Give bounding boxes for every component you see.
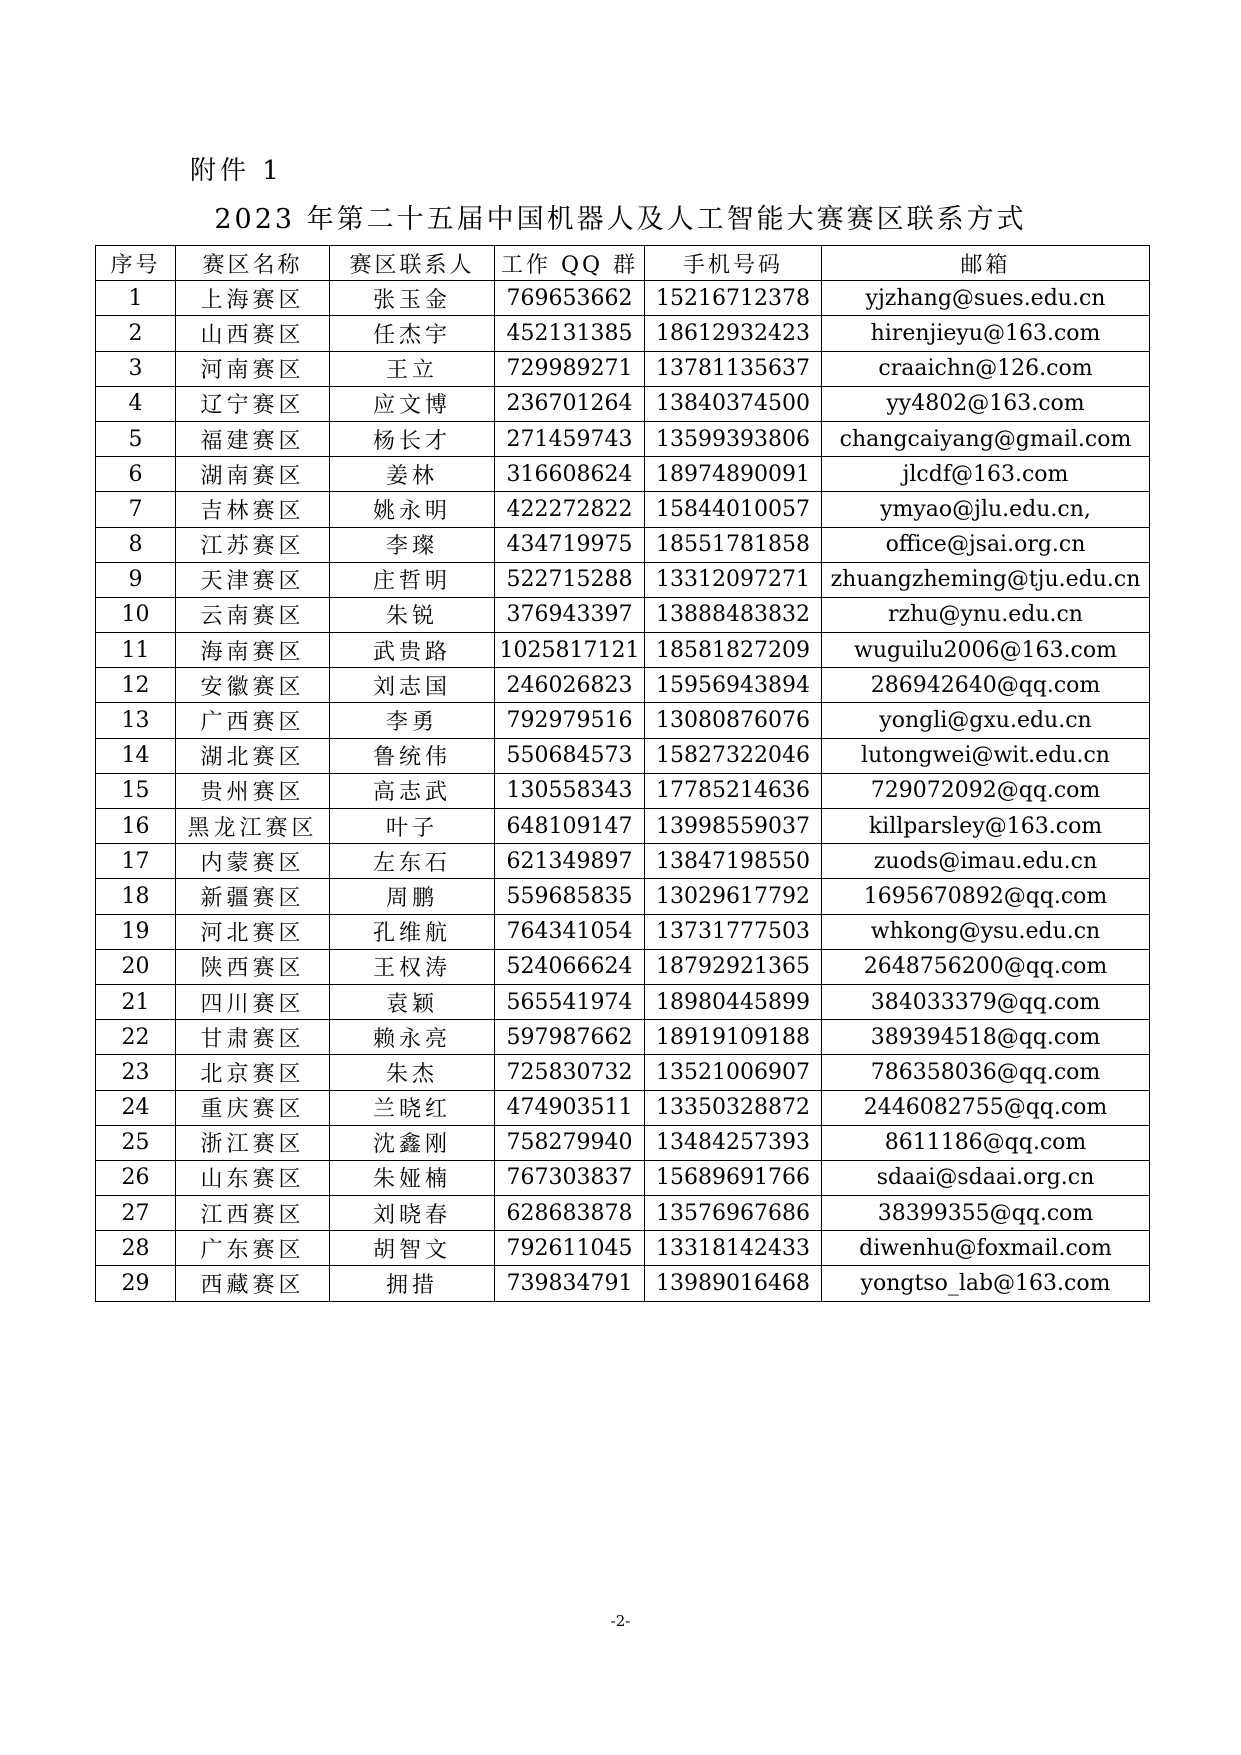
- table-row: [96, 316, 1150, 351]
- table-row: [96, 773, 1150, 808]
- index-cell: 22: [96, 1020, 176, 1055]
- index-cell: 24: [96, 1090, 176, 1125]
- index-cell: 11: [96, 633, 176, 668]
- table-row: [96, 1055, 1150, 1090]
- qq-group-cell: 376943397: [495, 597, 645, 632]
- phone-cell: 13318142433: [645, 1231, 822, 1266]
- qq-group-cell: 559685835: [495, 879, 645, 914]
- table-row: [96, 527, 1150, 562]
- contact-person-cell: 姜林: [330, 457, 495, 492]
- region-name-cell: 吉林赛区: [176, 492, 330, 527]
- qq-group-cell: 792979516: [495, 703, 645, 738]
- index-cell: 19: [96, 914, 176, 949]
- region-name-cell: 安徽赛区: [176, 668, 330, 703]
- contact-person-cell: 兰晓红: [330, 1090, 495, 1125]
- index-cell: 2: [96, 316, 176, 351]
- phone-cell: 13599393806: [645, 421, 822, 456]
- table-row: [96, 421, 1150, 456]
- phone-cell: 13989016468: [645, 1266, 822, 1301]
- index-cell: 28: [96, 1231, 176, 1266]
- contact-person-cell: 王立: [330, 351, 495, 386]
- document-title: 2023 年第二十五届中国机器人及人工智能大赛赛区联系方式: [214, 204, 1027, 235]
- index-cell: 4: [96, 386, 176, 421]
- header-row: [96, 246, 1150, 281]
- phone-cell: 15844010057: [645, 492, 822, 527]
- email-cell: 389394518@qq.com: [822, 1020, 1150, 1055]
- table-row: [96, 1160, 1150, 1195]
- qq-group-cell: 130558343: [495, 773, 645, 808]
- region-name-cell: 浙江赛区: [176, 1125, 330, 1160]
- email-cell: zuods@imau.edu.cn: [822, 844, 1150, 879]
- qq-group-cell: 550684573: [495, 738, 645, 773]
- region-name-cell: 江苏赛区: [176, 527, 330, 562]
- contact-person-cell: 袁颖: [330, 984, 495, 1019]
- region-name-cell: 西藏赛区: [176, 1266, 330, 1301]
- phone-cell: 18919109188: [645, 1020, 822, 1055]
- region-name-cell: 广东赛区: [176, 1231, 330, 1266]
- table-row: [96, 949, 1150, 984]
- qq-group-cell: 597987662: [495, 1020, 645, 1055]
- qq-group-cell: 522715288: [495, 562, 645, 597]
- contact-person-cell: 赖永亮: [330, 1020, 495, 1055]
- region-name-cell: 上海赛区: [176, 281, 330, 316]
- phone-cell: 13847198550: [645, 844, 822, 879]
- index-cell: 7: [96, 492, 176, 527]
- region-name-cell: 黑龙江赛区: [176, 809, 330, 844]
- phone-cell: 13840374500: [645, 386, 822, 421]
- region-name-cell: 四川赛区: [176, 984, 330, 1019]
- qq-group-cell: 1025817121: [495, 633, 645, 668]
- index-cell: 16: [96, 809, 176, 844]
- phone-cell: 13781135637: [645, 351, 822, 386]
- email-cell: 38399355@qq.com: [822, 1196, 1150, 1231]
- phone-cell: 13029617792: [645, 879, 822, 914]
- email-cell: diwenhu@foxmail.com: [822, 1231, 1150, 1266]
- email-cell: 2648756200@qq.com: [822, 949, 1150, 984]
- email-cell: ymyao@jlu.edu.cn,: [822, 492, 1150, 527]
- attachment-label: 附件 1: [190, 156, 283, 186]
- contact-person-cell: 王权涛: [330, 949, 495, 984]
- region-name-cell: 山东赛区: [176, 1160, 330, 1195]
- phone-cell: 13312097271: [645, 562, 822, 597]
- table-row: [96, 1266, 1150, 1301]
- qq-group-cell: 628683878: [495, 1196, 645, 1231]
- contact-person-cell: 高志武: [330, 773, 495, 808]
- contact-person-cell: 李璨: [330, 527, 495, 562]
- qq-group-cell: 621349897: [495, 844, 645, 879]
- email-cell: 286942640@qq.com: [822, 668, 1150, 703]
- header-phone: 手机号码: [645, 246, 822, 281]
- index-cell: 29: [96, 1266, 176, 1301]
- phone-cell: 13080876076: [645, 703, 822, 738]
- qq-group-cell: 769653662: [495, 281, 645, 316]
- region-name-cell: 北京赛区: [176, 1055, 330, 1090]
- phone-cell: 13576967686: [645, 1196, 822, 1231]
- qq-group-cell: 648109147: [495, 809, 645, 844]
- qq-group-cell: 792611045: [495, 1231, 645, 1266]
- contact-person-cell: 周鹏: [330, 879, 495, 914]
- email-cell: 729072092@qq.com: [822, 773, 1150, 808]
- region-name-cell: 湖北赛区: [176, 738, 330, 773]
- table-body: [96, 281, 1150, 1301]
- index-cell: 18: [96, 879, 176, 914]
- qq-group-cell: 271459743: [495, 421, 645, 456]
- index-cell: 12: [96, 668, 176, 703]
- email-cell: changcaiyang@gmail.com: [822, 421, 1150, 456]
- email-cell: 2446082755@qq.com: [822, 1090, 1150, 1125]
- email-cell: killparsley@163.com: [822, 809, 1150, 844]
- qq-group-cell: 474903511: [495, 1090, 645, 1125]
- email-cell: whkong@ysu.edu.cn: [822, 914, 1150, 949]
- contact-table: [95, 245, 1150, 1302]
- table-row: [96, 492, 1150, 527]
- index-cell: 27: [96, 1196, 176, 1231]
- table-header: [96, 246, 1150, 281]
- contact-person-cell: 鲁统伟: [330, 738, 495, 773]
- index-cell: 25: [96, 1125, 176, 1160]
- region-name-cell: 湖南赛区: [176, 457, 330, 492]
- phone-cell: 17785214636: [645, 773, 822, 808]
- contact-person-cell: 姚永明: [330, 492, 495, 527]
- phone-cell: 15827322046: [645, 738, 822, 773]
- table-row: [96, 633, 1150, 668]
- contact-person-cell: 沈鑫刚: [330, 1125, 495, 1160]
- contact-person-cell: 胡智文: [330, 1231, 495, 1266]
- email-cell: yjzhang@sues.edu.cn: [822, 281, 1150, 316]
- table-row: [96, 668, 1150, 703]
- email-cell: craaichn@126.com: [822, 351, 1150, 386]
- table-row: [96, 597, 1150, 632]
- email-cell: jlcdf@163.com: [822, 457, 1150, 492]
- contact-person-cell: 朱娅楠: [330, 1160, 495, 1195]
- index-cell: 13: [96, 703, 176, 738]
- contact-person-cell: 李勇: [330, 703, 495, 738]
- index-cell: 15: [96, 773, 176, 808]
- header-email: 邮箱: [822, 246, 1150, 281]
- phone-cell: 18551781858: [645, 527, 822, 562]
- region-name-cell: 山西赛区: [176, 316, 330, 351]
- contact-person-cell: 朱锐: [330, 597, 495, 632]
- contact-person-cell: 拥措: [330, 1266, 495, 1301]
- index-cell: 21: [96, 984, 176, 1019]
- table-row: [96, 351, 1150, 386]
- contact-person-cell: 叶子: [330, 809, 495, 844]
- index-cell: 17: [96, 844, 176, 879]
- index-cell: 20: [96, 949, 176, 984]
- email-cell: 384033379@qq.com: [822, 984, 1150, 1019]
- table-row: [96, 844, 1150, 879]
- index-cell: 5: [96, 421, 176, 456]
- table-row: [96, 386, 1150, 421]
- phone-cell: 15216712378: [645, 281, 822, 316]
- email-cell: 786358036@qq.com: [822, 1055, 1150, 1090]
- contact-person-cell: 庄哲明: [330, 562, 495, 597]
- region-name-cell: 天津赛区: [176, 562, 330, 597]
- email-cell: office@jsai.org.cn: [822, 527, 1150, 562]
- qq-group-cell: 725830732: [495, 1055, 645, 1090]
- index-cell: 8: [96, 527, 176, 562]
- qq-group-cell: 758279940: [495, 1125, 645, 1160]
- email-cell: 1695670892@qq.com: [822, 879, 1150, 914]
- page-number: -2-: [610, 1612, 631, 1630]
- qq-group-cell: 767303837: [495, 1160, 645, 1195]
- phone-cell: 13350328872: [645, 1090, 822, 1125]
- region-name-cell: 辽宁赛区: [176, 386, 330, 421]
- table-row: [96, 703, 1150, 738]
- table-row: [96, 738, 1150, 773]
- phone-cell: 18980445899: [645, 984, 822, 1019]
- phone-cell: 13521006907: [645, 1055, 822, 1090]
- contact-person-cell: 杨长才: [330, 421, 495, 456]
- qq-group-cell: 565541974: [495, 984, 645, 1019]
- email-cell: yongli@gxu.edu.cn: [822, 703, 1150, 738]
- phone-cell: 18792921365: [645, 949, 822, 984]
- table-row: [96, 281, 1150, 316]
- index-cell: 14: [96, 738, 176, 773]
- qq-group-cell: 729989271: [495, 351, 645, 386]
- region-name-cell: 福建赛区: [176, 421, 330, 456]
- email-cell: yy4802@163.com: [822, 386, 1150, 421]
- contact-person-cell: 应文博: [330, 386, 495, 421]
- table-row: [96, 914, 1150, 949]
- region-name-cell: 重庆赛区: [176, 1090, 330, 1125]
- index-cell: 1: [96, 281, 176, 316]
- table-row: [96, 879, 1150, 914]
- header-region-name: 赛区名称: [176, 246, 330, 281]
- index-cell: 26: [96, 1160, 176, 1195]
- email-cell: yongtso_lab@163.com: [822, 1266, 1150, 1301]
- contact-person-cell: 左东石: [330, 844, 495, 879]
- region-name-cell: 贵州赛区: [176, 773, 330, 808]
- phone-cell: 15956943894: [645, 668, 822, 703]
- phone-cell: 13484257393: [645, 1125, 822, 1160]
- email-cell: rzhu@ynu.edu.cn: [822, 597, 1150, 632]
- qq-group-cell: 316608624: [495, 457, 645, 492]
- region-name-cell: 海南赛区: [176, 633, 330, 668]
- phone-cell: 18581827209: [645, 633, 822, 668]
- contact-person-cell: 武贵路: [330, 633, 495, 668]
- email-cell: hirenjieyu@163.com: [822, 316, 1150, 351]
- region-name-cell: 江西赛区: [176, 1196, 330, 1231]
- qq-group-cell: 246026823: [495, 668, 645, 703]
- contact-person-cell: 任杰宇: [330, 316, 495, 351]
- table-row: [96, 562, 1150, 597]
- contact-person-cell: 刘晓春: [330, 1196, 495, 1231]
- table-row: [96, 1125, 1150, 1160]
- qq-group-cell: 236701264: [495, 386, 645, 421]
- contact-person-cell: 刘志国: [330, 668, 495, 703]
- qq-group-cell: 739834791: [495, 1266, 645, 1301]
- index-cell: 10: [96, 597, 176, 632]
- phone-cell: 13888483832: [645, 597, 822, 632]
- phone-cell: 15689691766: [645, 1160, 822, 1195]
- table-row: [96, 984, 1150, 1019]
- table-row: [96, 1231, 1150, 1266]
- qq-group-cell: 452131385: [495, 316, 645, 351]
- header-index: 序号: [96, 246, 176, 281]
- phone-cell: 13998559037: [645, 809, 822, 844]
- email-cell: zhuangzheming@tju.edu.cn: [822, 562, 1150, 597]
- index-cell: 6: [96, 457, 176, 492]
- email-cell: 8611186@qq.com: [822, 1125, 1150, 1160]
- phone-cell: 13731777503: [645, 914, 822, 949]
- contact-person-cell: 孔维航: [330, 914, 495, 949]
- table-row: [96, 457, 1150, 492]
- table-row: [96, 1020, 1150, 1055]
- qq-group-cell: 524066624: [495, 949, 645, 984]
- index-cell: 23: [96, 1055, 176, 1090]
- contact-person-cell: 朱杰: [330, 1055, 495, 1090]
- region-name-cell: 甘肃赛区: [176, 1020, 330, 1055]
- table-row: [96, 1196, 1150, 1231]
- region-name-cell: 新疆赛区: [176, 879, 330, 914]
- qq-group-cell: 422272822: [495, 492, 645, 527]
- region-name-cell: 河北赛区: [176, 914, 330, 949]
- header-contact-person: 赛区联系人: [330, 246, 495, 281]
- table-row: [96, 809, 1150, 844]
- qq-group-cell: 764341054: [495, 914, 645, 949]
- region-name-cell: 内蒙赛区: [176, 844, 330, 879]
- contact-person-cell: 张玉金: [330, 281, 495, 316]
- email-cell: wuguilu2006@163.com: [822, 633, 1150, 668]
- region-name-cell: 陕西赛区: [176, 949, 330, 984]
- qq-group-cell: 434719975: [495, 527, 645, 562]
- region-name-cell: 河南赛区: [176, 351, 330, 386]
- index-cell: 9: [96, 562, 176, 597]
- phone-cell: 18974890091: [645, 457, 822, 492]
- region-name-cell: 广西赛区: [176, 703, 330, 738]
- header-qq-group: 工作 QQ 群: [495, 246, 645, 281]
- phone-cell: 18612932423: [645, 316, 822, 351]
- region-name-cell: 云南赛区: [176, 597, 330, 632]
- email-cell: sdaai@sdaai.org.cn: [822, 1160, 1150, 1195]
- email-cell: lutongwei@wit.edu.cn: [822, 738, 1150, 773]
- table-row: [96, 1090, 1150, 1125]
- index-cell: 3: [96, 351, 176, 386]
